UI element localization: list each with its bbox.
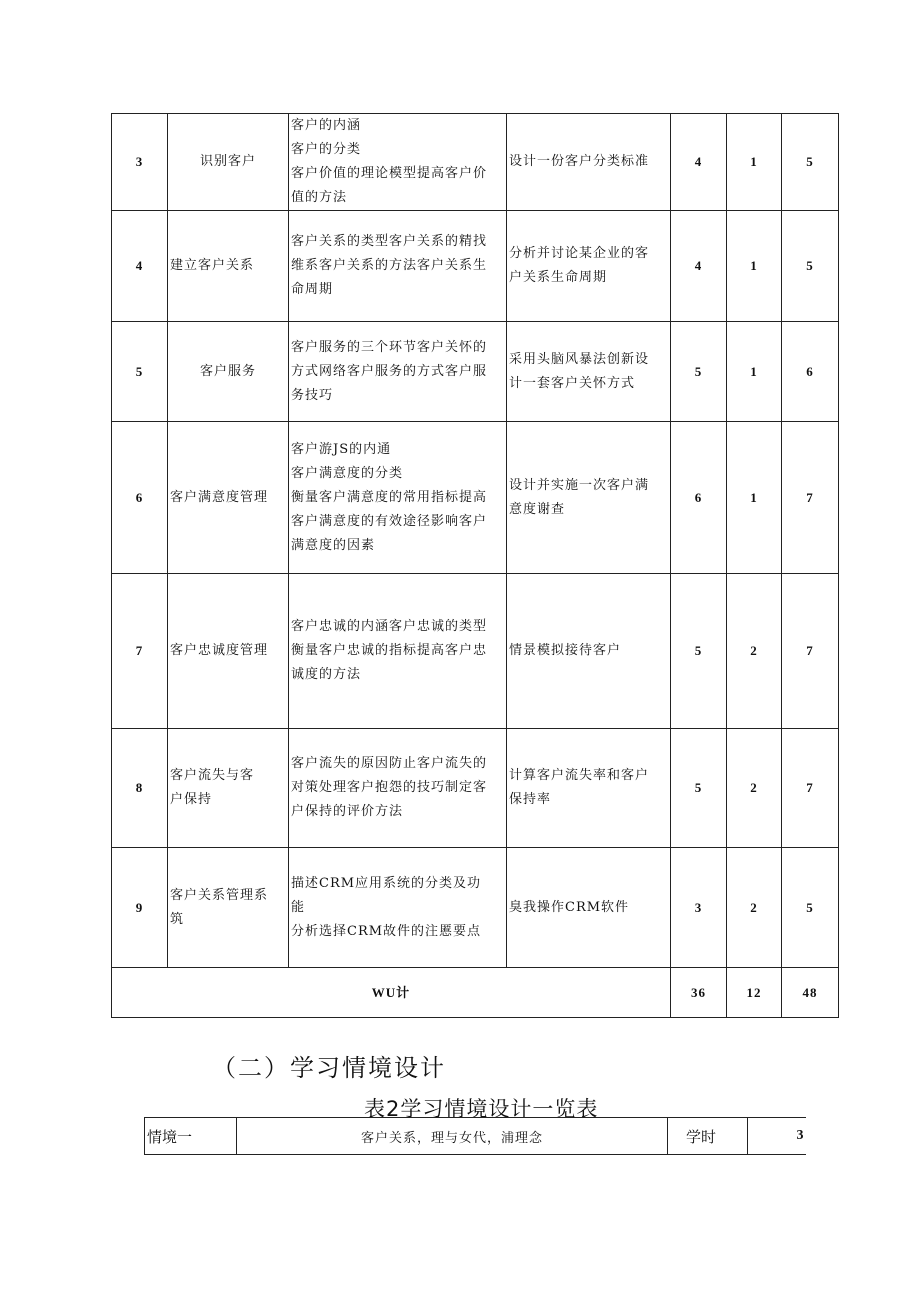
practice-hours: 2 xyxy=(727,729,782,848)
unit-name-line: 客户忠诚度管理 xyxy=(170,643,269,658)
row-number: 3 xyxy=(112,114,168,211)
content-line: 方式网络客户服务的方式客户服 xyxy=(291,363,488,379)
unit-name-line: 客户关系管理系 xyxy=(170,887,269,903)
content-line: 对策处理客户抱怨的技巧制定客 xyxy=(291,780,488,795)
content-line: 客户的分类 xyxy=(291,142,362,157)
task-line: 户关系生命周期 xyxy=(509,270,608,285)
course-content-table xyxy=(111,113,839,1018)
unit-task xyxy=(507,574,671,729)
unit-name xyxy=(168,114,289,211)
content-line: 客户服务的三个环节客户关怀的 xyxy=(291,339,488,355)
task-line: 采用头脑风暴法创新设 xyxy=(509,351,650,367)
content-line: 描述CRM应用系统的分类及功 xyxy=(291,875,482,891)
task-line: 意度谢查 xyxy=(509,501,566,517)
course-row xyxy=(112,729,839,848)
unit-task xyxy=(507,114,671,211)
section-title: （二）学习情境设计 xyxy=(212,1054,446,1082)
situation-label: 情境一 xyxy=(145,1118,237,1155)
content-line: 客户价值的理论模型提高客户价 xyxy=(291,166,488,181)
situation-hours-label: 学时 xyxy=(668,1118,748,1155)
lecture-hours: 3 xyxy=(671,848,727,968)
task-line: 计一套客户关怀方式 xyxy=(509,375,636,391)
total-hours: 6 xyxy=(782,322,839,422)
total-hours: 7 xyxy=(782,422,839,574)
row-number: 7 xyxy=(112,574,168,729)
unit-name xyxy=(168,322,289,422)
row-number: 4 xyxy=(112,211,168,322)
unit-name-line: 客户流失与客 xyxy=(170,768,255,783)
content-line: 能 xyxy=(291,899,306,915)
unit-name-line: 筑 xyxy=(170,911,185,927)
content-line: 满意度的因素 xyxy=(291,537,376,553)
unit-content xyxy=(289,574,507,729)
course-row xyxy=(112,422,839,574)
unit-task xyxy=(507,848,671,968)
total-lecture-hours: 36 xyxy=(671,968,727,1018)
content-line: 命周期 xyxy=(291,282,334,297)
grand-total-hours: 48 xyxy=(782,968,839,1018)
total-hours: 5 xyxy=(782,114,839,211)
row-number: 9 xyxy=(112,848,168,968)
unit-content xyxy=(289,729,507,848)
lecture-hours: 5 xyxy=(671,574,727,729)
content-line: 客户关系的类型客户关系的精找 xyxy=(291,234,488,249)
lecture-hours: 4 xyxy=(671,114,727,211)
practice-hours: 1 xyxy=(727,422,782,574)
content-line: 客户游JS的内通 xyxy=(291,441,392,457)
practice-hours: 2 xyxy=(727,848,782,968)
content-line: 客户的内涵 xyxy=(291,118,362,133)
unit-task xyxy=(507,211,671,322)
practice-hours: 1 xyxy=(727,322,782,422)
row-number: 5 xyxy=(112,322,168,422)
unit-task xyxy=(507,729,671,848)
unit-content xyxy=(289,211,507,322)
unit-name-line: 客户满意度管理 xyxy=(170,489,269,505)
unit-name xyxy=(168,422,289,574)
content-line: 诚度的方法 xyxy=(291,667,362,682)
total-label: WU计 xyxy=(112,968,671,1018)
total-practice-hours: 12 xyxy=(727,968,782,1018)
content-line: 衡量客户满意度的常用指标提高 xyxy=(291,489,488,505)
unit-name xyxy=(168,848,289,968)
task-line: 设计一份客户分类标准 xyxy=(509,154,650,169)
lecture-hours: 5 xyxy=(671,729,727,848)
content-line: 务技巧 xyxy=(291,387,334,403)
table-caption: 表2学习情境设计一览表 xyxy=(364,1097,599,1121)
unit-content xyxy=(289,114,507,211)
practice-hours: 2 xyxy=(727,574,782,729)
total-hours: 5 xyxy=(782,211,839,322)
situation-name: 客户关系，理与女代，浦理念 xyxy=(237,1118,668,1155)
row-number: 6 xyxy=(112,422,168,574)
situation-hours-value: 3 xyxy=(748,1118,806,1155)
unit-content xyxy=(289,422,507,574)
course-row xyxy=(112,322,839,422)
unit-task xyxy=(507,322,671,422)
unit-name-line: 建立客户关系 xyxy=(170,258,255,273)
lecture-hours: 6 xyxy=(671,422,727,574)
total-row xyxy=(112,968,839,1018)
content-line: 客户满意度的有效途径影响客户 xyxy=(291,513,488,529)
practice-hours: 1 xyxy=(727,211,782,322)
unit-name-line: 客户服务 xyxy=(199,363,256,379)
task-line: 臭我操作CRM软件 xyxy=(509,899,630,915)
task-line: 情景模拟接待客户 xyxy=(509,643,622,658)
task-line: 保持率 xyxy=(509,792,552,807)
practice-hours: 1 xyxy=(727,114,782,211)
situation-row xyxy=(145,1118,806,1155)
unit-name xyxy=(168,574,289,729)
course-row xyxy=(112,211,839,322)
total-hours: 7 xyxy=(782,729,839,848)
unit-name-line: 识别客户 xyxy=(199,154,256,169)
situation-table xyxy=(144,1117,806,1155)
task-line: 分析并讨论某企业的客 xyxy=(509,246,650,261)
row-number: 8 xyxy=(112,729,168,848)
unit-content xyxy=(289,848,507,968)
total-hours: 7 xyxy=(782,574,839,729)
course-row xyxy=(112,574,839,729)
content-line: 户保持的评价方法 xyxy=(291,804,404,819)
content-line: 衡量客户忠诚的指标提高客户忠 xyxy=(291,643,488,658)
content-line: 客户流失的原因防止客户流失的 xyxy=(291,756,488,771)
unit-name xyxy=(168,729,289,848)
lecture-hours: 4 xyxy=(671,211,727,322)
total-hours: 5 xyxy=(782,848,839,968)
content-line: 值的方法 xyxy=(291,190,348,205)
unit-name xyxy=(168,211,289,322)
unit-name-line: 户保持 xyxy=(170,792,213,807)
task-line: 设计并实施一次客户满 xyxy=(509,477,650,493)
course-content-body xyxy=(112,114,839,1018)
course-row xyxy=(112,848,839,968)
unit-content xyxy=(289,322,507,422)
content-line: 客户忠诚的内涵客户忠诚的类型 xyxy=(291,619,488,634)
unit-task xyxy=(507,422,671,574)
content-line: 分析选择CRM故件的注慝要点 xyxy=(291,923,482,939)
task-line: 计算客户流失率和客户 xyxy=(509,768,650,783)
content-line: 客户满意度的分类 xyxy=(291,465,404,481)
course-row xyxy=(112,114,839,211)
lecture-hours: 5 xyxy=(671,322,727,422)
content-line: 维系客户关系的方法客户关系生 xyxy=(291,258,488,273)
